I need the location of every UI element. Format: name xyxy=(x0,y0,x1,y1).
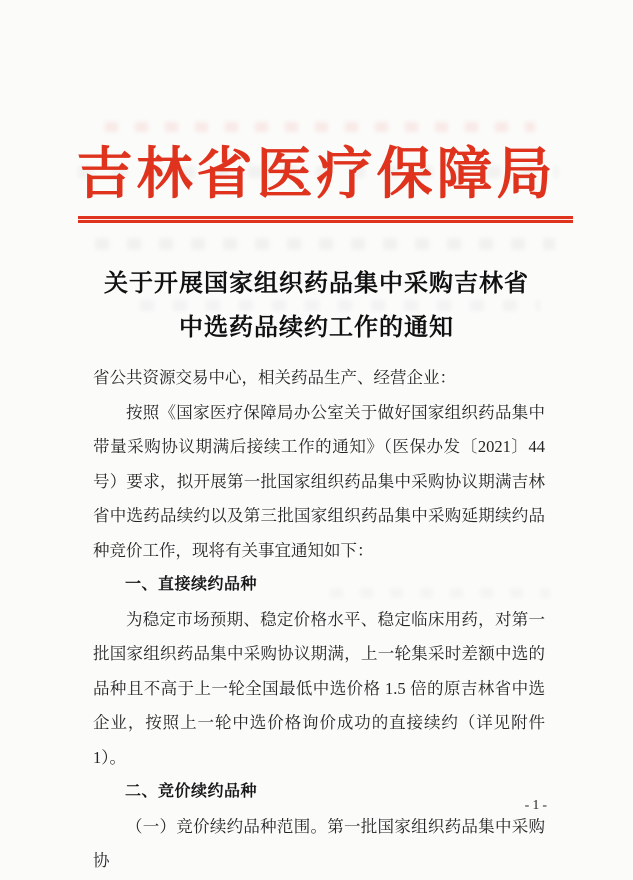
issuing-authority-title: 吉林省医疗保障局 xyxy=(76,144,557,206)
document-title xyxy=(0,262,633,350)
page-number: -1- xyxy=(524,798,550,813)
scan-bleed-artifact xyxy=(95,238,555,250)
section-1-paragraph: 为稳定市场预期、稳定价格水平、稳定临床用药，对第一批国家组织药品集中采购协议期满，上一轮集采时差额中选的品种且不高于上一轮全国最低中选价格 1.5 倍的原吉林省中选企业，按照上一轮中选价格询价成功的直接续约（详见附件 1）。 xyxy=(93,609,545,767)
section-1-heading: 一、直接续约品种 xyxy=(125,576,258,593)
document-title-line1: 关于开展国家组织药品集中采购吉林省 xyxy=(104,271,529,297)
document-title-line2: 中选药品续约工作的通知 xyxy=(179,315,454,341)
intro-paragraph: 按照《国家医疗保障局办公室关于做好国家组织药品集中带量采购协议期满后接续工作的通知》（医保办发〔2021〕44 号）要求，拟开展第一批国家组织药品集中采购协议期满吉林省中选药品续约以及第三批国家组织药品集中采购延期续约品种竞价工作，现将有关事宜通知如下： xyxy=(93,402,545,560)
document-body xyxy=(93,361,545,879)
salutation-line: 省公共资源交易中心，相关药品生产、经营企业： xyxy=(93,368,456,387)
letterhead-divider-rule xyxy=(78,216,573,223)
section-2-heading: 二、竞价续约品种 xyxy=(125,783,258,800)
section-2-paragraph: （一）竞价续约品种范围。第一批国家组织药品集中采购协 xyxy=(93,816,545,870)
